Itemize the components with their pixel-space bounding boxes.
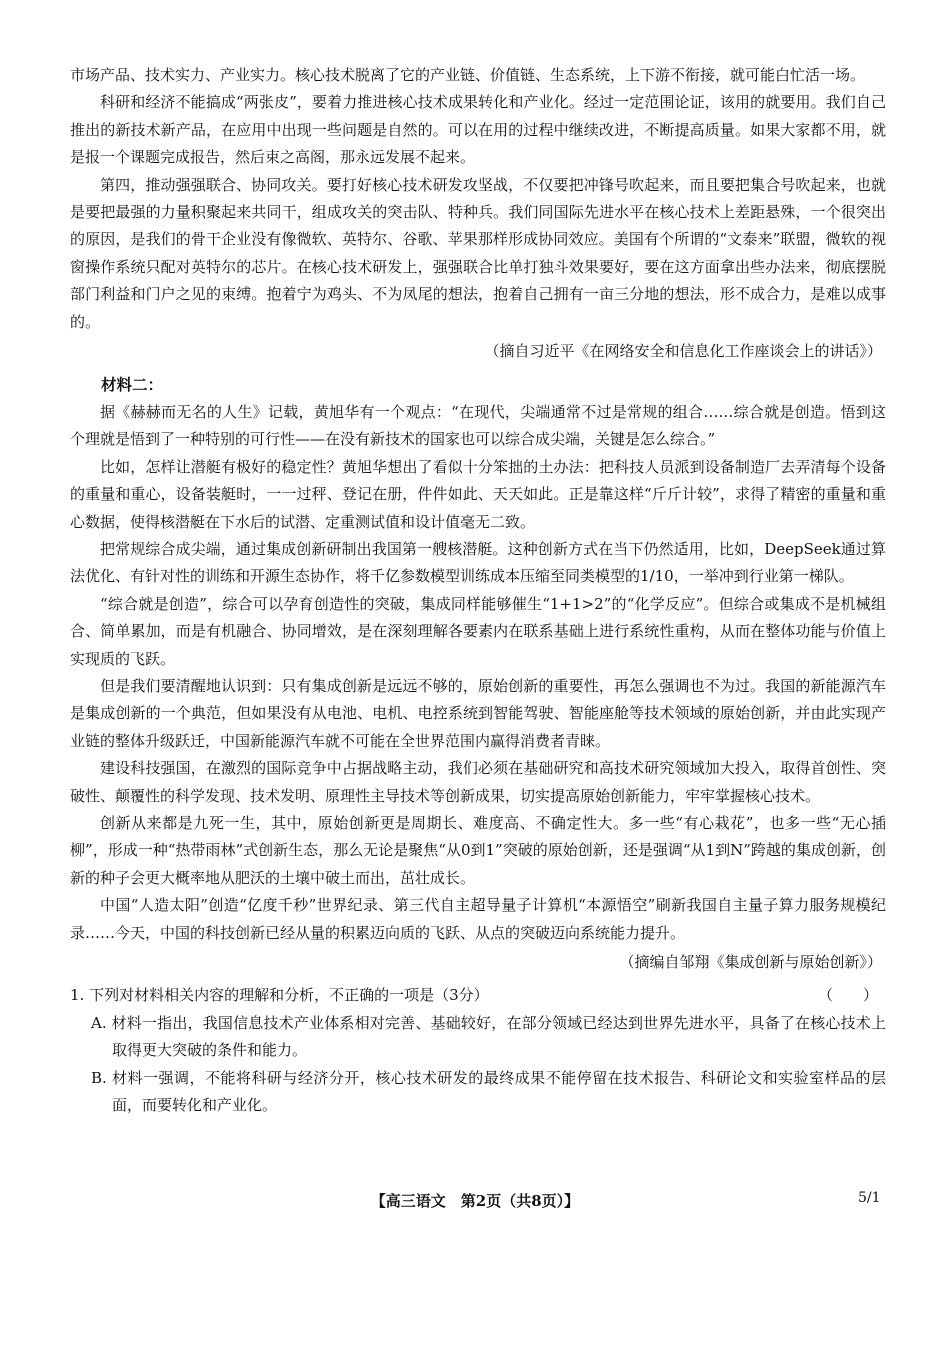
page-code: 5/1 <box>858 1190 881 1206</box>
material2-source: （摘编自邹翔《集成创新与原始创新》） <box>619 953 882 971</box>
material2-paragraph: 但是我们要清醒地认识到：只有集成创新是远远不够的，原始创新的重要性，再怎么强调也不为过。我国的新能源汽车是集成创新的一个典范，但如果没有从电池、电机、电控系统到智能驾驶、智能座舱等技术领域的原始创新，并由此实现产业链的整体升级跃迁，中国新能源汽车就不可能在全世界范围内赢得消费者青睐。 <box>70 676 886 750</box>
material2-paragraph: 比如，怎样让潜艇有极好的稳定性？黄旭华想出了看似十分笨拙的土办法：把科技人员派到设备制造厂去弄清每个设备的重量和重心，设备装艇时，一一过秤、登记在册，件件如此、天天如此。正是靠这样“斤斤计较”，求得了精密的重量和重心数据，使得核潜艇在下水后的试潜、定重测试值和设计值毫无二致。 <box>70 457 886 531</box>
material2-heading <box>70 371 886 398</box>
option-b: B. 材料一强调，不能将科研与经济分开，核心技术研发的最终成果不能停留在技术报告、科研论文和实验室样品的层面，而要转化和产业化。 <box>91 1068 886 1115</box>
question-1-stem: 1. 下列对材料相关内容的理解和分析，不正确的一项是（3分） <box>70 986 489 1005</box>
material1-paragraph-2: 科研和经济不能搞成“两张皮”，要着力推进核心技术成果转化和产业化。经过一定范围论证，该用的就要用。我们自己推出的新技术新产品，在应用中出现一些问题是自然的。可以在用的过程中继续改进，不断提高质量。如果大家都不用，就是报一个课题完成报告，然后束之高阁，那永远发展不起来。 <box>70 93 886 167</box>
material2-paragraph: 把常规综合成尖端，通过集成创新研制出我国第一艘核潜艇。这种创新方式在当下仍然适用，比如，DeepSeek通过算法优化、有针对性的训练和开源生态协作，将千亿参数模型训练成本压缩至同类模型的1/10，一举冲到行业第一梯队。 <box>70 539 886 586</box>
option-a: A. 材料一指出，我国信息技术产业体系相对完善、基础较好，在部分领域已经达到世界先进水平，具备了在核心技术上取得更大突破的条件和能力。 <box>91 1013 886 1060</box>
material1-source: （摘自习近平《在网络安全和信息化工作座谈会上的讲话》） <box>484 342 882 361</box>
material2-paragraph: 中国“人造太阳”创造“亿度千秒”世界纪录、第三代自主超导量子计算机“本源悟空”刷新我国自主量子算力服务规模纪录……今天，中国的科技创新已经从量的积累迈向质的飞跃、从点的突破迈向系统能力提升。 <box>70 896 886 942</box>
material1-paragraph-3: 第四，推动强强联合、协同攻关。要打好核心技术研发攻坚战，不仅要把冲锋号吹起来，而且要把集合号吹起来，也就是要把最强的力量积聚起来共同干，组成攻关的突击队、特种兵。我们同国际先进水平在核心技术上差距悬殊，一个很突出的原因，是我们的骨干企业没有像微软、英特尔、谷歌、苹果那样形成协同效应。美国有个所谓的“文泰来”联盟，微软的视窗操作系统只配对英特尔的芯片。在核心技术研发上，强强联合比单打独斗效果要好，要在这方面拿出些办法来，彻底摆脱部门利益和门户之见的束缚。抱着宁为鸡头、不为凤尾的想法，抱着自己拥有一亩三分地的想法，形不成合力，是难以成事的。 <box>70 175 886 331</box>
material2-paragraph: 建设科技强国，在激烈的国际竞争中占据战略主动，我们必须在基础研究和高技术研究领域加大投入，取得首创性、突破性、颠覆性的科学发现、技术发明、原理性主导技术等创新成果，切实提高原始创新能力，牢牢掌握核心技术。 <box>70 759 886 805</box>
material2-paragraph: 创新从来都是九死一生，其中，原始创新更是周期长、难度高、不确定性大。多一些“有心栽花”，也多一些“无心插柳”，形成一种“热带雨林”式创新生态，那么无论是聚焦“从0到1”突破的原始创新，还是强调“从1到N”跨越的集成创新，创新的种子会更大概率地从肥沃的土壤中破土而出，茁壮成长。 <box>70 813 886 887</box>
material2-paragraph: “综合就是创造”，综合可以孕育创造性的突破，集成同样能够催生“1+1>2”的“化学反应”。但综合或集成不是机械组合、简单累加，而是有机融合、协同增效，是在深刻理解各要素内在联系基础上进行系统性重构，从而在整体功能与价值上实现质的飞跃。 <box>70 594 886 668</box>
exam-page-body <box>70 62 886 1119</box>
material2-paragraph: 据《赫赫而无名的人生》记载，黄旭华有一个观点：“在现代，尖端通常不过是常规的组合……综合就是创造。悟到这个理就是悟到了一种特别的可行性——在没有新技术的国家也可以综合成尖端，关键是怎么综合。” <box>70 402 886 449</box>
answer-blank: （ ） <box>817 986 878 1005</box>
material2-heading-text: 材料二： <box>101 375 164 395</box>
question-1 <box>70 982 886 1009</box>
material1-paragraph-tail: 市场产品、技术实力、产业实力。核心技术脱离了它的产业链、价值链、生态系统，上下游不衔接，就可能白忙活一场。 <box>70 66 866 84</box>
page-footer: 【高三语文 第2页（共8页）】 <box>370 1192 580 1210</box>
